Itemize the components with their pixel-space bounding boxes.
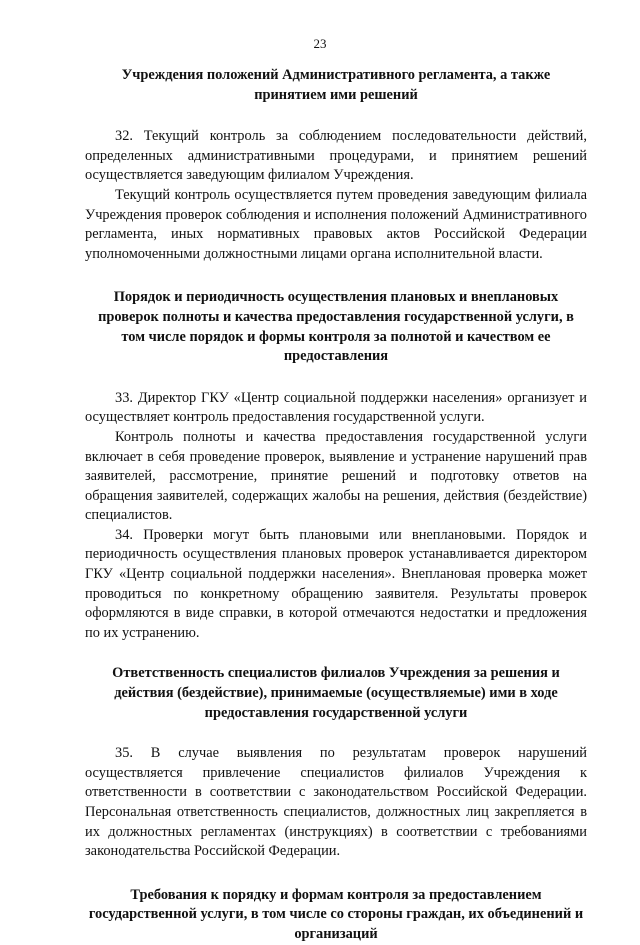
section-heading: Учреждения положений Административного регламента, а также принятием ими решений	[121, 67, 551, 103]
paragraph: 33. Директор ГКУ «Центр социальной поддержки населения» организует и осуществляет контроль предоставления государственной услуги.	[85, 389, 587, 426]
section-heading: Ответственность специалистов филиалов Учреждения за решения и действия (бездействие), принимаемые (осуществляемые) ими в ходе предоставления государственной услуги	[112, 665, 560, 721]
section-responsibility	[85, 664, 587, 861]
section-heading: Порядок и периодичность осуществления плановых и внеплановых проверок полноты и качества предоставления государственной услуги, в том числе порядок и формы контроля за полнотой и качеством ее предоставления	[98, 289, 574, 365]
section-internal-control	[85, 66, 587, 264]
paragraph: 32. Текущий контроль за соблюдением последовательности действий, определенных административными процедурами, и принятием решений осуществляется заведующим филиалом Учреждения.	[85, 128, 587, 184]
section-inspections	[85, 288, 587, 643]
section-heading: Требования к порядку и формам контроля за предоставлением государственной услуги, в том числе со стороны граждан, их объединений и организаций	[88, 886, 584, 942]
section-requirements	[85, 886, 587, 945]
paragraph: 34. Проверки могут быть плановыми или внеплановыми. Порядок и периодичность осуществления плановых проверок устанавливается директором ГКУ «Центр социальной поддержки населения». Внеплановая проверка может проводиться по конкретному обращению заявителя. Результаты проверок оформляются в виде справки, в которой отмечаются недостатки и предложения по их устранению.	[85, 526, 587, 641]
page-content	[85, 66, 587, 945]
page-number: 23	[313, 36, 327, 51]
paragraph: 35. В случае выявления по результатам проверок нарушений осуществляется привлечение специалистов филиалов Учреждения к ответственности в соответствии с законодательством Российской Федерации. Персональная ответственность специалистов, должностных лиц закрепляется в их должностных регламентах (инструкциях) в соответствии с требованиями законодательства Российской Федерации.	[85, 745, 587, 860]
paragraph: Текущий контроль осуществляется путем проведения заведующим филиала Учреждения проверок соблюдения и исполнения положений Административного регламента, иных нормативных правовых актов Российской Федерации уполномоченными должностными лицами органа исполнительной власти.	[85, 186, 587, 262]
paragraph: Контроль полноты и качества предоставления государственной услуги включает в себя проведение проверок, выявление и устранение нарушений прав заявителей, рассмотрение, принятие решений и подготовку ответов на обращения заявителей, содержащих жалобы на решения, действия (бездействие) специалистов.	[85, 428, 587, 524]
